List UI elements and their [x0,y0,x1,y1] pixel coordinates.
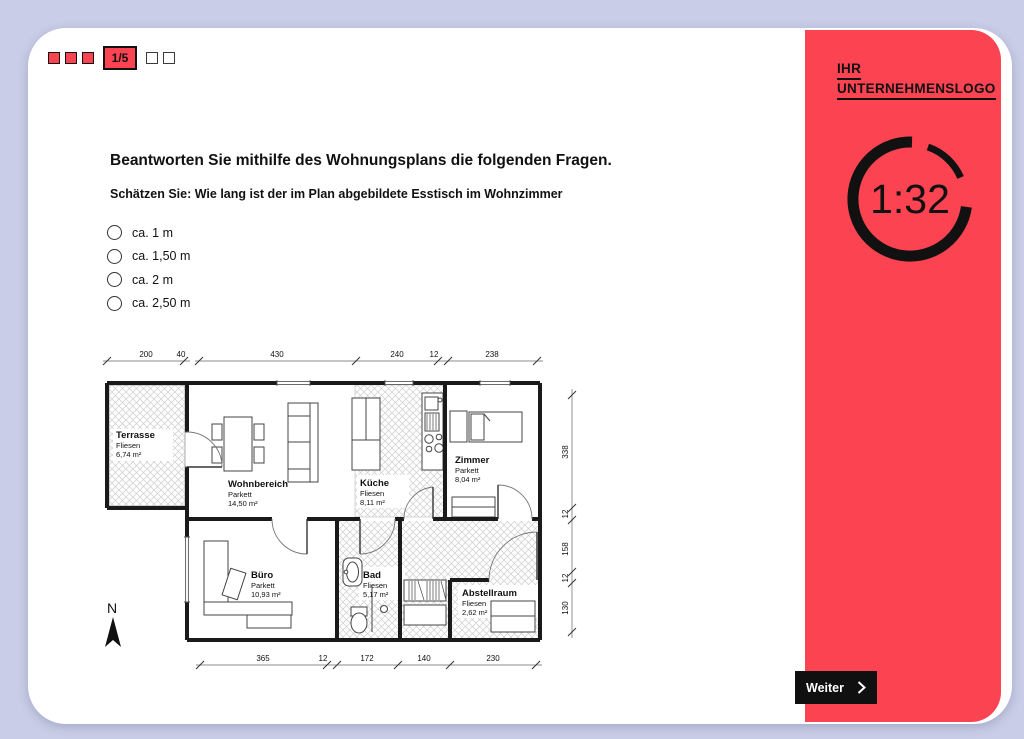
progress-square-todo [146,52,158,64]
svg-text:338: 338 [561,445,570,459]
answer-option-2[interactable] [107,245,190,269]
svg-text:430: 430 [270,350,284,359]
svg-text:365: 365 [256,654,270,663]
radio-button[interactable] [107,296,122,311]
company-logo: IHR UNTERNEHMENSLOGO [837,60,996,100]
answer-option-3[interactable] [107,268,190,292]
svg-text:12: 12 [561,509,570,519]
progress-square-done [82,52,94,64]
answer-option-label: ca. 1 m [132,225,173,240]
room-label-zimmer: Zimmer [455,455,490,466]
svg-text:230: 230 [486,654,500,663]
timer-ring-segment [928,147,961,178]
sidebar [805,30,1001,722]
answer-options [107,221,190,315]
room-label-buero: Büro [251,570,274,581]
radio-button[interactable] [107,249,122,264]
svg-text:Fliesen: Fliesen [462,599,487,608]
room-label-kueche: Küche [360,478,390,489]
svg-text:6,74 m²: 6,74 m² [116,450,142,459]
room-label-wohnbereich: Wohnbereich [228,479,288,490]
svg-text:240: 240 [390,350,404,359]
svg-text:172: 172 [360,654,374,663]
kitchen-counter [422,393,443,470]
room-label-terrasse: Terrasse [116,430,155,441]
svg-text:2,62 m²: 2,62 m² [462,608,488,617]
svg-text:5,17 m²: 5,17 m² [363,590,389,599]
next-button-label: Weiter [806,680,844,695]
svg-text:158: 158 [561,542,570,556]
room-label-bad: Bad [363,570,381,581]
svg-text:12: 12 [429,350,439,359]
answer-option-label: ca. 2,50 m [132,296,191,311]
svg-text:N: N [107,600,118,616]
answer-option-label: ca. 2 m [132,272,173,287]
svg-text:Fliesen: Fliesen [360,489,385,498]
svg-text:130: 130 [561,601,570,615]
svg-text:14,50 m²: 14,50 m² [228,499,258,508]
sideboard [452,497,495,517]
svg-text:200: 200 [139,350,153,359]
radio-button[interactable] [107,272,122,287]
progress-square-done [48,52,60,64]
room-label-abstellraum: Abstellraum [462,588,517,599]
svg-text:Fliesen: Fliesen [363,581,388,590]
timer-value: 1:32 [870,176,950,222]
storage-shelf [491,601,535,632]
svg-text:Fliesen: Fliesen [116,441,141,450]
quiz-card [28,28,1012,724]
progress-current-page: 1/5 [103,46,137,70]
kitchen-cabinet [352,398,380,470]
next-button[interactable] [795,671,877,704]
chevron-right-icon [857,681,866,694]
floor-plan [95,345,590,675]
svg-text:Parkett: Parkett [455,466,479,475]
answer-option-4[interactable] [107,292,190,316]
svg-text:12: 12 [318,654,328,663]
progress-square-todo [163,52,175,64]
svg-text:40: 40 [176,350,186,359]
radio-button[interactable] [107,225,122,240]
svg-text:Parkett: Parkett [251,581,275,590]
question-title: Beantworten Sie mithilfe des Wohnungsplans die folgenden Fragen. [110,152,612,169]
progress-square-done [65,52,77,64]
svg-text:140: 140 [417,654,431,663]
answer-option-1[interactable] [107,221,190,245]
svg-text:10,93 m²: 10,93 m² [251,590,281,599]
svg-text:238: 238 [485,350,499,359]
countdown-timer [845,134,975,264]
progress-indicator [48,44,175,72]
svg-text:12: 12 [561,573,570,583]
sofa [288,403,318,482]
svg-text:8,11 m²: 8,11 m² [360,498,385,507]
answer-option-label: ca. 1,50 m [132,249,191,264]
question-subtitle: Schätzen Sie: Wie lang ist der im Plan abgebildete Esstisch im Wohnzimmer [110,187,563,201]
svg-text:Parkett: Parkett [228,490,252,499]
bed [450,411,522,442]
svg-text:8,04 m²: 8,04 m² [455,475,481,484]
north-arrow-icon [105,600,121,647]
